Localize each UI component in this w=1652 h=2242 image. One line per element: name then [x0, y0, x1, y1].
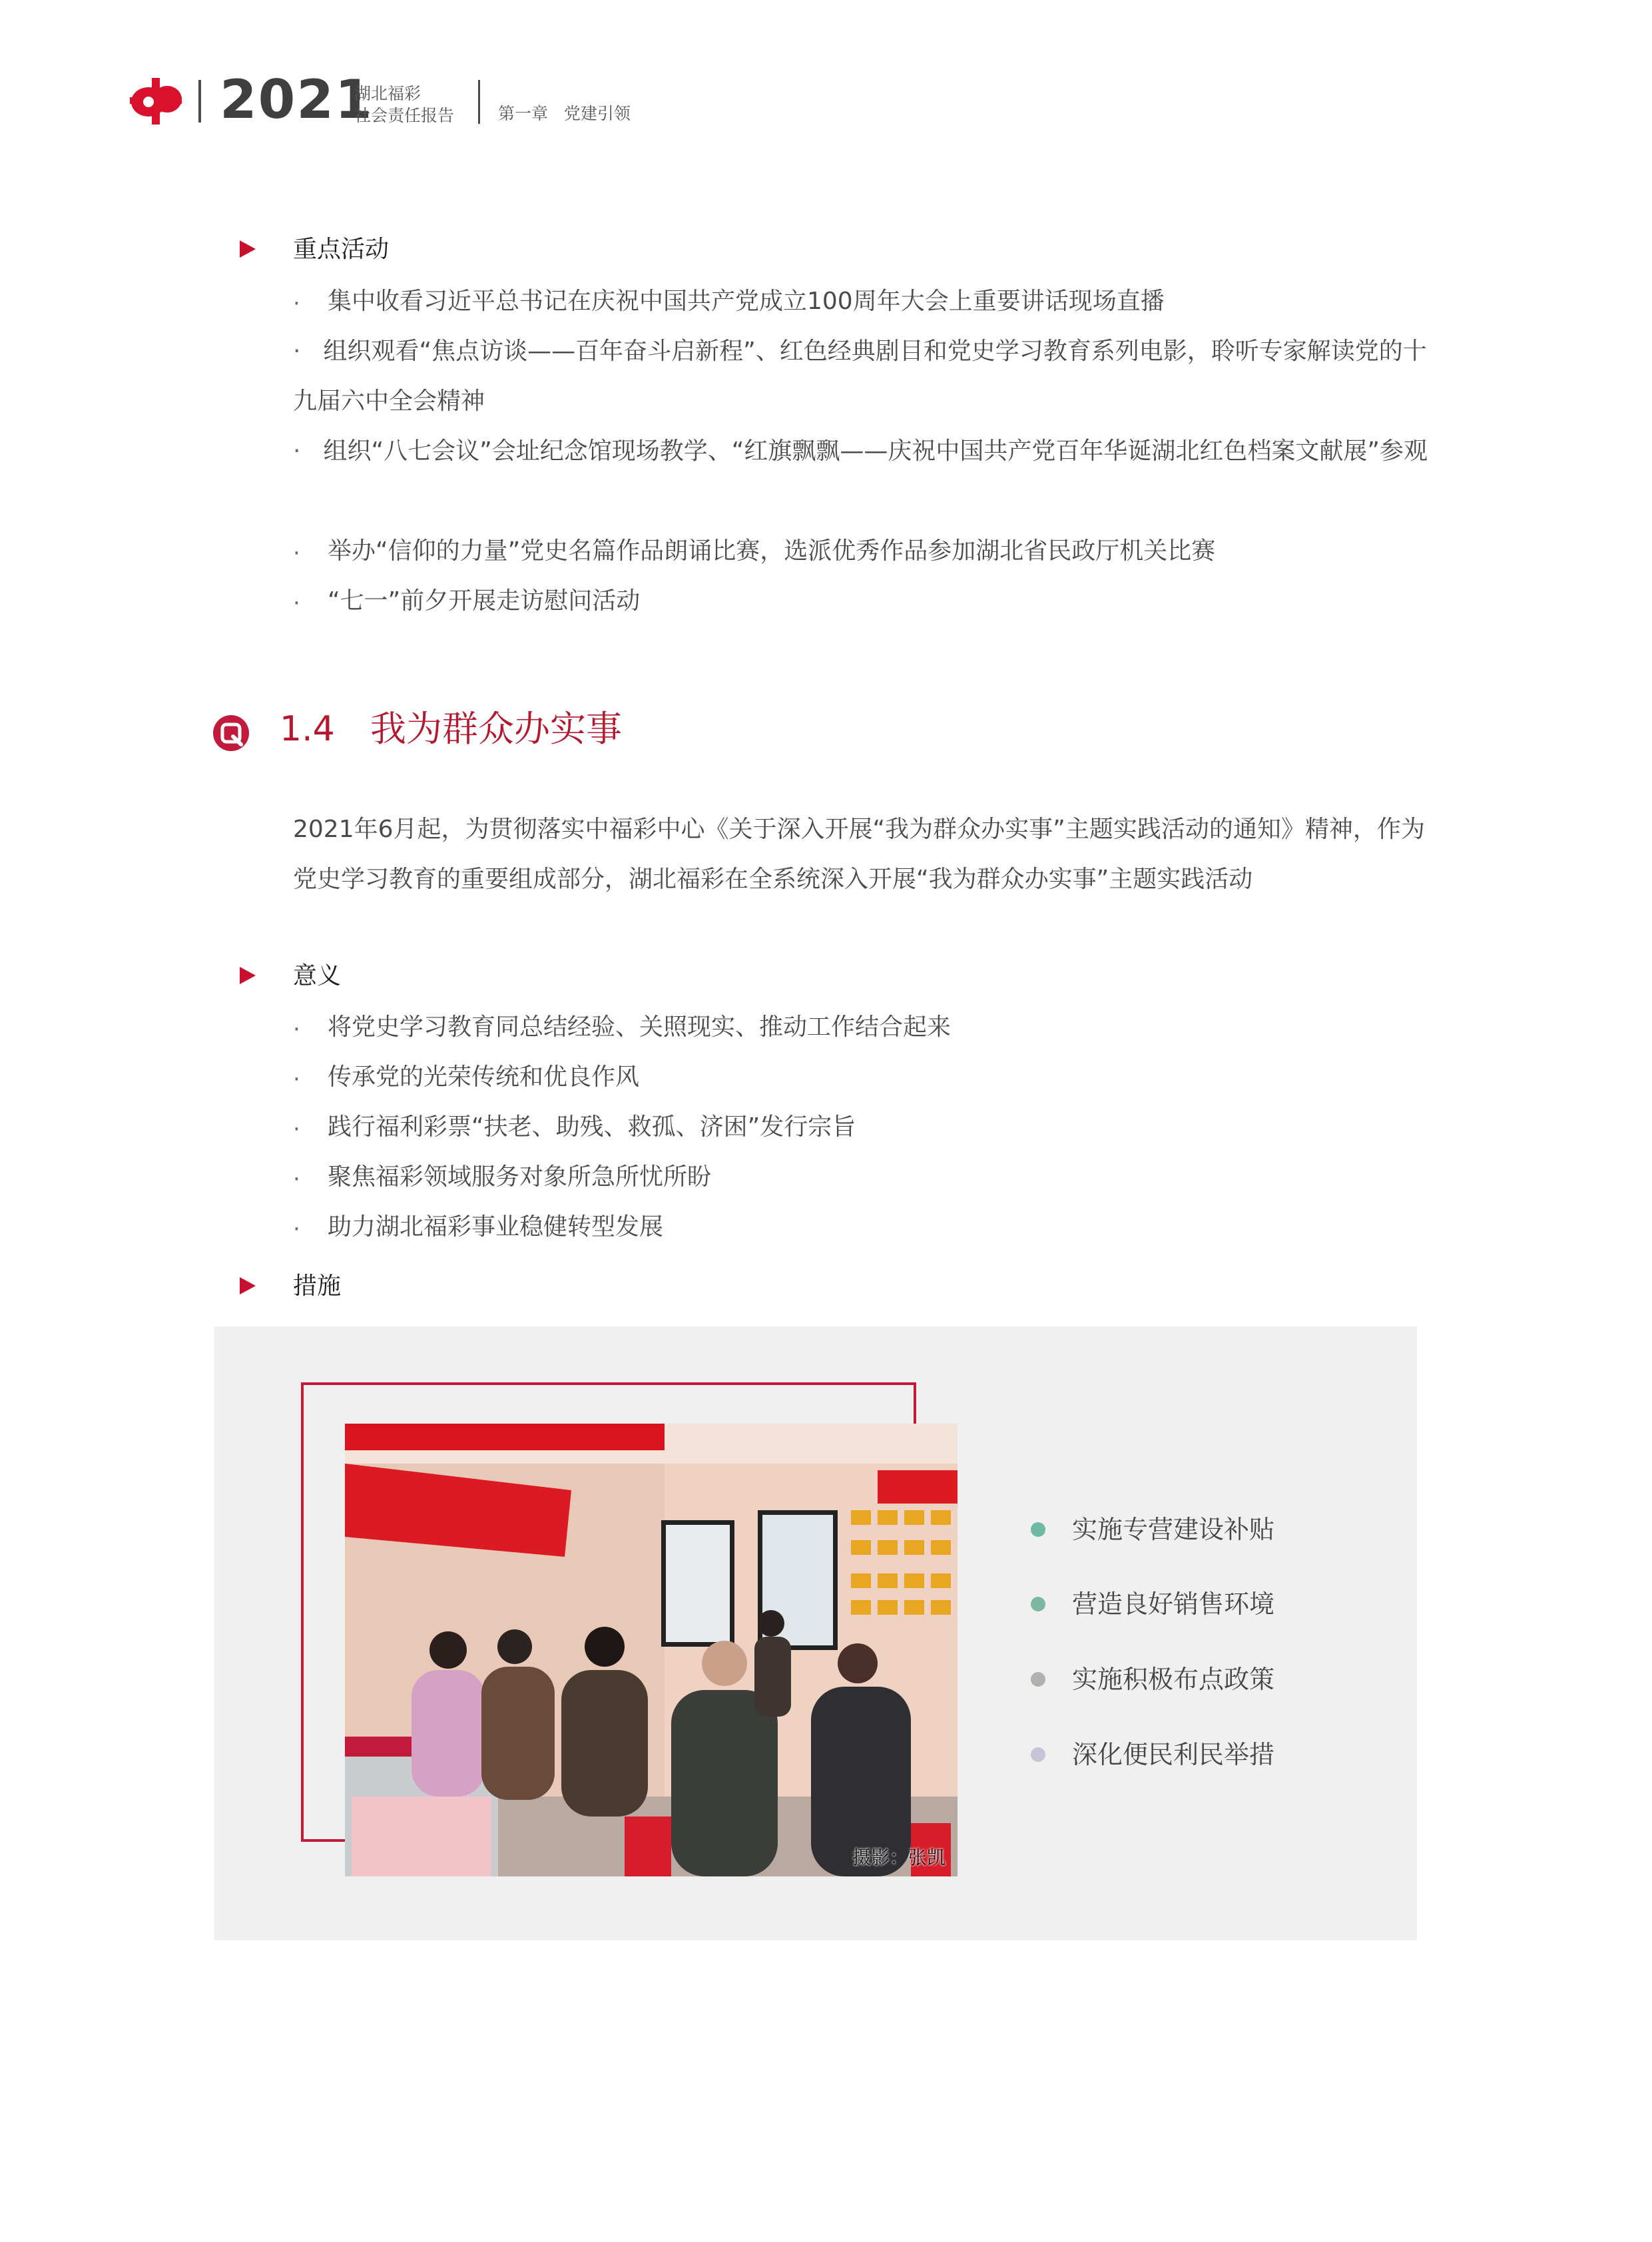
bullet-dot: · [293, 290, 300, 317]
header-divider [478, 80, 480, 124]
bullet-dot: · [293, 1216, 300, 1243]
significance-heading: 意义 [293, 962, 342, 989]
measure-bullet-icon [1031, 1597, 1045, 1611]
lottery-store-photo [345, 1424, 958, 1876]
photo-credit: 摄影：张凯 [852, 1846, 946, 1868]
key-activity-item: 举办“信仰的力量”党史名篇作品朗诵比赛，选派优秀作品参加湖北省民政厅机关比赛 [328, 537, 1216, 565]
section-title: 我为群众办实事 [370, 708, 622, 750]
measure-item: 实施专营建设补贴 [1072, 1515, 1275, 1544]
key-activity-item: “七一”前夕开展走访慰问活动 [328, 587, 641, 615]
key-activity-item: · 组织“八七会议”会址纪念馆现场教学、“红旗飘飘——庆祝中国共产党百年华诞湖北红色档案文献展”参观 [293, 437, 1428, 465]
section-number: 1.4 [280, 709, 335, 749]
report-org-line1: 湖北福彩 [354, 84, 421, 103]
key-activity-item: · 组织观看“焦点访谈——百年奋斗启新程”、红色经典剧目和党史学习教育系列电影，聆听专家解读党的十九届六中全会精神 [293, 338, 1427, 415]
chapter-number: 第一章 [498, 104, 549, 123]
key-activity-item: 集中收看习近平总书记在庆祝中国共产党成立100周年大会上重要讲话现场直播 [328, 288, 1165, 315]
report-year: 2021 [220, 69, 374, 131]
significance-item: 聚焦福彩领域服务对象所急所忧所盼 [328, 1163, 712, 1191]
bullet-dot: · [293, 437, 301, 465]
bullet-dot: · [293, 1166, 300, 1193]
measure-item: 实施积极布点政策 [1072, 1665, 1275, 1694]
bullet-dot: · [293, 1116, 300, 1143]
measure-item: 深化便民利民举措 [1072, 1740, 1275, 1769]
report-org-title [354, 83, 454, 127]
measure-bullet-icon [1031, 1672, 1045, 1687]
measure-bullet-icon [1031, 1522, 1045, 1537]
significance-item: 将党史学习教育同总结经验、关照现实、推动工作结合起来 [328, 1013, 952, 1041]
bullet-dot: · [293, 1016, 300, 1043]
significance-item: 践行福利彩票“扶老、助残、救孤、济困”发行宗旨 [328, 1113, 856, 1141]
bullet-dot: · [293, 338, 301, 365]
bullet-dot: · [293, 590, 300, 617]
chapter-label [498, 103, 631, 125]
measure-item: 营造良好销售环境 [1072, 1589, 1275, 1619]
bullet-dot: · [293, 1066, 300, 1093]
section-intro-paragraph: 2021年6月起，为贯彻落实中福彩中心《关于深入开展“我为群众办实事”主题实践活动的通知》精神，作为党史学习教育的重要组成部分，湖北福彩在全系统深入开展“我为群众办实事”主题实践活动 [293, 816, 1425, 893]
photo-illustration [345, 1424, 958, 1876]
header-divider [198, 80, 201, 123]
triangle-bullet-icon [240, 1277, 256, 1294]
significance-item: 传承党的光荣传统和优良作风 [328, 1063, 640, 1091]
bullet-dot: · [293, 540, 300, 567]
triangle-bullet-icon [240, 240, 256, 258]
significance-item: 助力湖北福彩事业稳健转型发展 [328, 1213, 664, 1241]
measure-bullet-icon [1031, 1747, 1045, 1762]
section-marker-icon [212, 714, 250, 752]
chapter-title: 党建引领 [563, 104, 631, 123]
report-org-line2: 社会责任报告 [354, 106, 455, 125]
key-activities-heading: 重点活动 [293, 236, 390, 263]
china-welfare-lottery-logo-icon [129, 75, 183, 126]
triangle-bullet-icon [240, 967, 256, 984]
measures-heading: 措施 [293, 1272, 342, 1300]
